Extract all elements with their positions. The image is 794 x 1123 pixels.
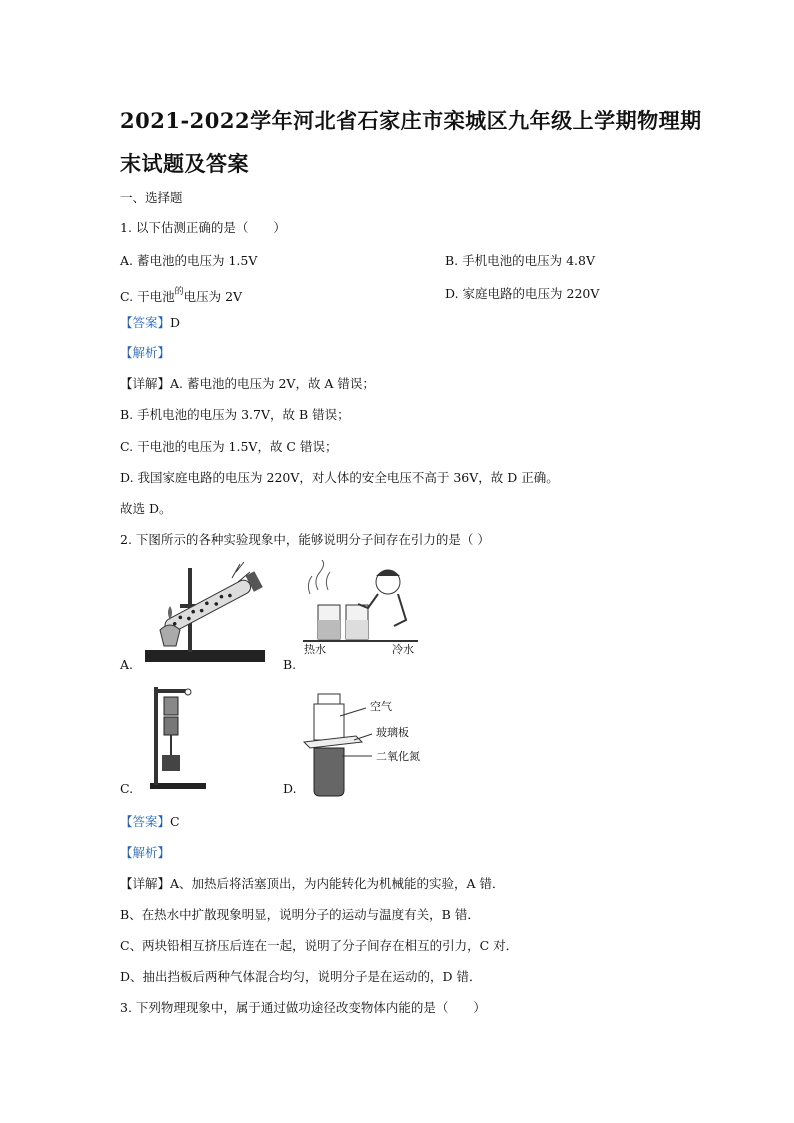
- q2-detail-4: D、抽出挡板后两种气体混合均匀，说明分子是在运动的，D 错．: [120, 969, 482, 984]
- answer-tag: 【答案】: [120, 814, 171, 829]
- figure-c-lead-blocks: [140, 683, 220, 798]
- q2-answer: [120, 812, 180, 830]
- q1-detail-4: D. 我国家庭电路的电压为 220V，对人体的安全电压不高于 36V，故 D 正确。: [120, 470, 559, 485]
- q1-option-b: B. 手机电池的电压为 4.8V: [445, 253, 596, 268]
- answer-value: D: [170, 315, 181, 330]
- q2-label-c: C.: [120, 781, 134, 796]
- figure-d-gas-bottles: [300, 690, 440, 805]
- q1-analysis-tag: 【解析】: [120, 345, 171, 360]
- q2-label-a: A.: [120, 657, 134, 672]
- q1-option-a: A. 蓄电池的电压为 1.5V: [120, 253, 258, 268]
- hot-water-label: 热水: [304, 643, 326, 656]
- q2-label-d: D.: [283, 781, 297, 796]
- q2-analysis-tag: 【解析】: [120, 845, 171, 860]
- q2-stem: 2. 下图所示的各种实验现象中，能够说明分子间存在引力的是（ ）: [120, 532, 490, 547]
- q1-answer: [120, 313, 180, 331]
- document-title-line1: 2021-2022学年河北省石家庄市栾城区九年级上学期物理期: [120, 108, 702, 133]
- section-heading: 一、选择题: [120, 190, 183, 205]
- q2-detail-2: B、在热水中扩散现象明显，说明分子的运动与温度有关，B 错．: [120, 907, 480, 922]
- answer-tag: 【答案】: [120, 315, 171, 330]
- q1-option-d: D. 家庭电路的电压为 220V: [445, 286, 600, 301]
- document-title-line2: 末试题及答案: [120, 151, 249, 176]
- q2-detail-3: C、两块铅相互挤压后连在一起，说明了分子间存在相互的引力，C 对．: [120, 938, 519, 953]
- q2-label-b: B.: [283, 657, 297, 672]
- detail-text: A. 蓄电池的电压为 2V，故 A 错误；: [170, 376, 375, 391]
- q1-option-c-pre: C. 干电池: [120, 289, 175, 304]
- cold-water-label: 冷水: [392, 643, 414, 656]
- q1-detail-1: [120, 374, 375, 392]
- q1-detail-3: C. 干电池的电压为 1.5V，故 C 错误；: [120, 439, 338, 454]
- q3-stem: 3. 下列物理现象中，属于通过做功途径改变物体内能的是（ ）: [120, 1000, 486, 1015]
- q1-option-c: [120, 284, 242, 305]
- glass-plate-label: 玻璃板: [376, 726, 409, 739]
- detail-tag: 【详解】: [120, 876, 171, 891]
- q1-stem: 1. 以下估测正确的是（ ）: [120, 220, 286, 235]
- nitrogen-dioxide-label: 二氧化氮: [376, 750, 420, 763]
- detail-text: A、加热后将活塞顶出，为内能转化为机械能的实验，A 错．: [170, 876, 505, 891]
- q2-detail-1: [120, 874, 505, 892]
- air-label: 空气: [370, 700, 392, 713]
- q1-detail-2: B. 手机电池的电压为 3.7V，故 B 错误；: [120, 407, 350, 422]
- q1-conclusion: 故选 D。: [120, 501, 172, 516]
- q1-option-c-post: 电压为 2V: [183, 289, 243, 304]
- figure-b-diffusion-beakers: [298, 560, 428, 670]
- q1-option-c-sup: 的: [174, 287, 184, 297]
- answer-value: C: [170, 814, 180, 829]
- detail-tag: 【详解】: [120, 376, 171, 391]
- figure-a-test-tube-heating: [140, 560, 270, 670]
